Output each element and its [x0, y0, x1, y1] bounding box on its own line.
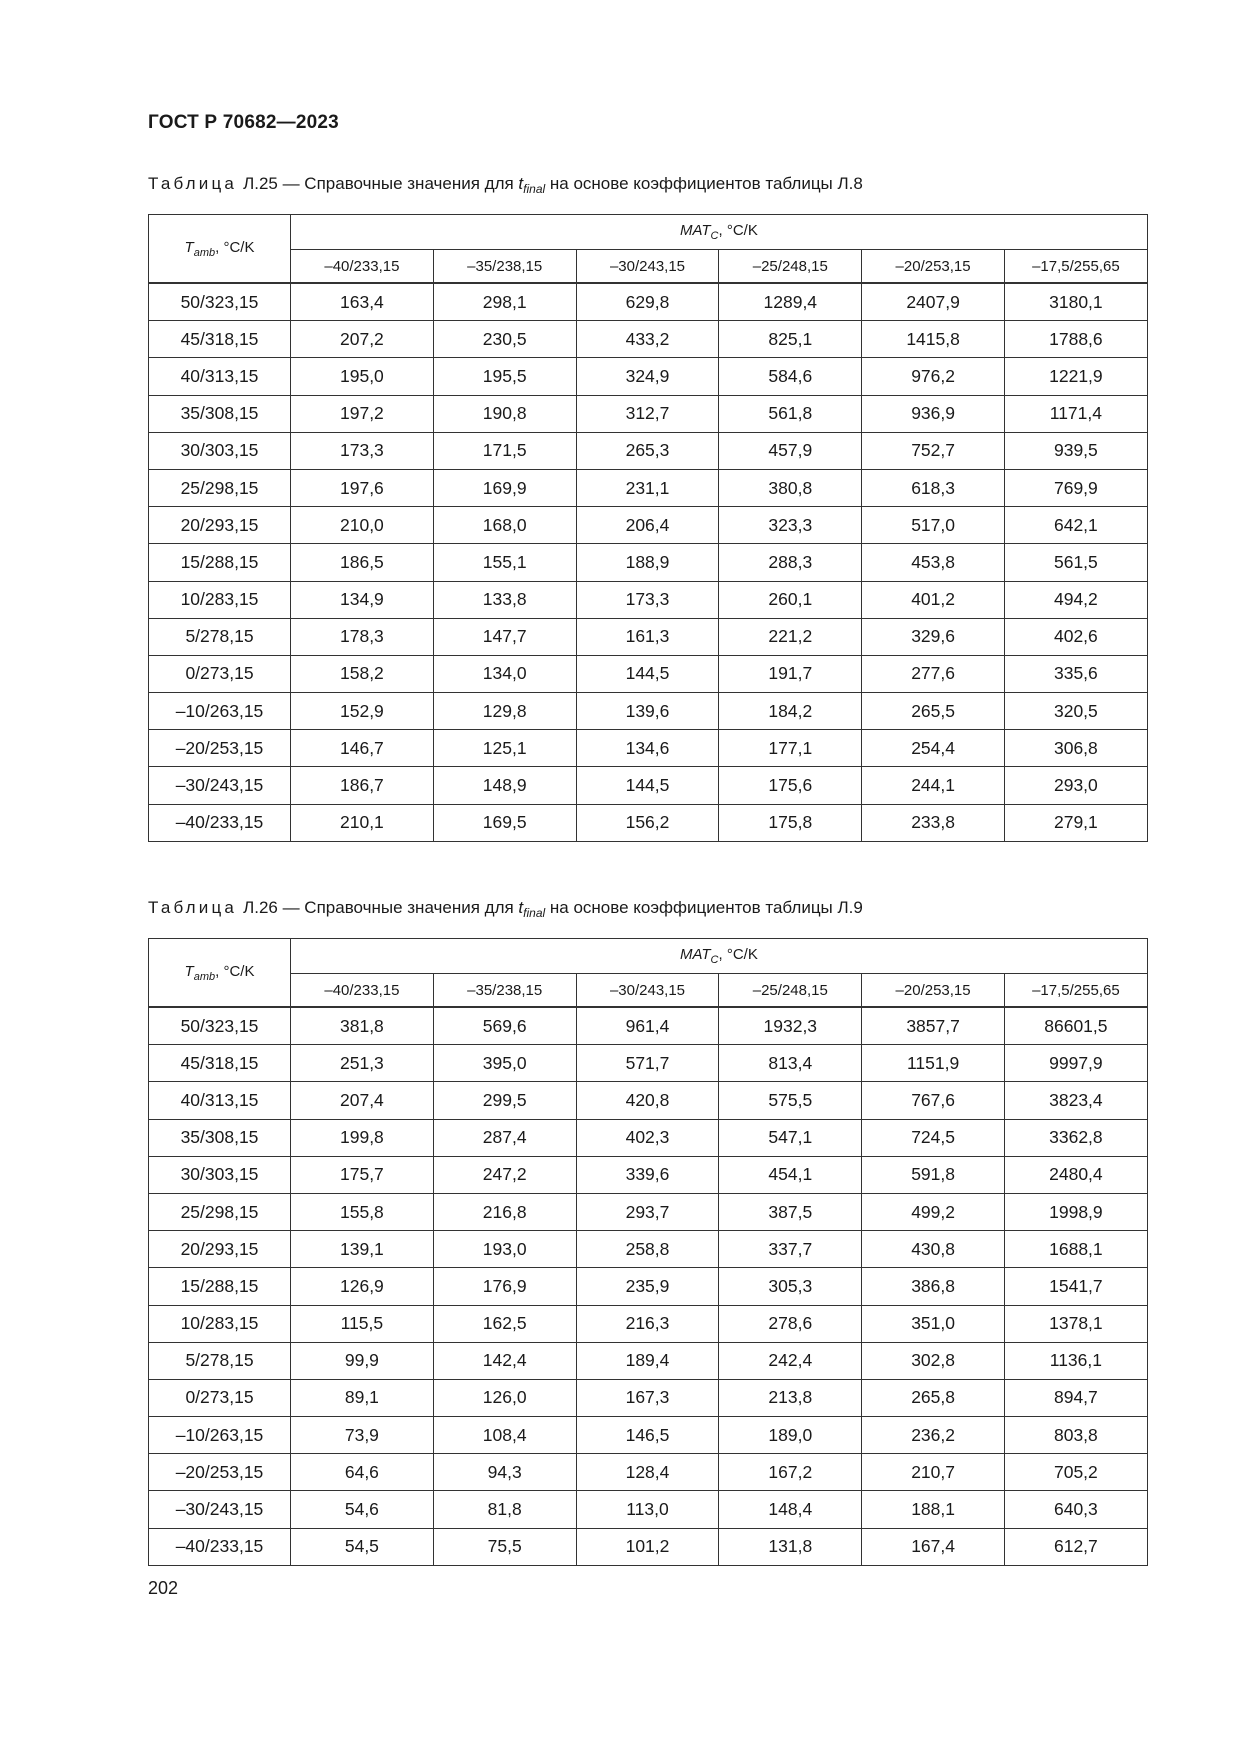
value-cell: 108,4: [433, 1417, 576, 1454]
column-header: –40/233,15: [291, 250, 434, 284]
value-cell: 381,8: [291, 1007, 434, 1045]
value-cell: 591,8: [862, 1156, 1005, 1193]
value-cell: 177,1: [719, 730, 862, 767]
value-cell: 199,8: [291, 1119, 434, 1156]
value-cell: 142,4: [433, 1342, 576, 1379]
value-cell: 190,8: [433, 395, 576, 432]
value-cell: 402,6: [1004, 618, 1147, 655]
value-cell: 547,1: [719, 1119, 862, 1156]
column-header: –40/233,15: [291, 974, 434, 1008]
table-row: [149, 358, 1148, 395]
value-cell: 386,8: [862, 1268, 1005, 1305]
value-cell: 3180,1: [1004, 283, 1147, 321]
value-cell: 134,6: [576, 730, 719, 767]
row-label-cell: –40/233,15: [149, 804, 291, 841]
row-label-cell: 10/283,15: [149, 581, 291, 618]
value-cell: 133,8: [433, 581, 576, 618]
value-cell: 148,9: [433, 767, 576, 804]
value-cell: 287,4: [433, 1119, 576, 1156]
value-cell: 561,5: [1004, 544, 1147, 581]
value-cell: 420,8: [576, 1082, 719, 1119]
table-row: [149, 469, 1148, 506]
table-body: [149, 1007, 1148, 1565]
caption-prefix: Таблица: [148, 898, 238, 917]
value-cell: 584,6: [719, 358, 862, 395]
table-row: [149, 1379, 1148, 1416]
value-cell: 210,1: [291, 804, 434, 841]
value-cell: 188,1: [862, 1491, 1005, 1528]
table-row: [149, 1045, 1148, 1082]
row-label-cell: 35/308,15: [149, 1119, 291, 1156]
value-cell: 293,7: [576, 1193, 719, 1230]
table-row: [149, 1231, 1148, 1268]
row-label-cell: 5/278,15: [149, 618, 291, 655]
value-cell: 167,2: [719, 1454, 862, 1491]
table-row: [149, 618, 1148, 655]
value-cell: 335,6: [1004, 655, 1147, 692]
value-cell: 155,8: [291, 1193, 434, 1230]
group-header-matc: $MAT_C$, °C/K: [291, 939, 1148, 974]
value-cell: 184,2: [719, 693, 862, 730]
group-header-matc: $MAT_C$, °C/K: [291, 215, 1148, 250]
value-cell: 1136,1: [1004, 1342, 1147, 1379]
value-cell: 139,1: [291, 1231, 434, 1268]
value-cell: 2407,9: [862, 283, 1005, 321]
value-cell: 75,5: [433, 1528, 576, 1565]
table-row: [149, 1119, 1148, 1156]
value-cell: 178,3: [291, 618, 434, 655]
value-cell: 279,1: [1004, 804, 1147, 841]
value-cell: 216,8: [433, 1193, 576, 1230]
value-cell: 139,6: [576, 693, 719, 730]
value-cell: 231,1: [576, 469, 719, 506]
value-cell: 803,8: [1004, 1417, 1147, 1454]
table-row: [149, 432, 1148, 469]
value-cell: 293,0: [1004, 767, 1147, 804]
row-label-cell: –10/263,15: [149, 693, 291, 730]
value-cell: 825,1: [719, 321, 862, 358]
value-cell: 230,5: [433, 321, 576, 358]
value-cell: 193,0: [433, 1231, 576, 1268]
value-cell: 337,7: [719, 1231, 862, 1268]
value-cell: 2480,4: [1004, 1156, 1147, 1193]
column-header: –17,5/255,65: [1004, 250, 1147, 284]
value-cell: 210,7: [862, 1454, 1005, 1491]
value-cell: 167,4: [862, 1528, 1005, 1565]
value-cell: 402,3: [576, 1119, 719, 1156]
row-label-cell: 45/318,15: [149, 321, 291, 358]
value-cell: 213,8: [719, 1379, 862, 1416]
table-caption-l25: [148, 174, 863, 196]
value-cell: 265,3: [576, 432, 719, 469]
table-row: [149, 1491, 1148, 1528]
value-cell: 3362,8: [1004, 1119, 1147, 1156]
caption-var: t: [518, 174, 524, 193]
column-header-row: [149, 974, 1148, 1008]
caption-prefix: Таблица: [148, 174, 238, 193]
row-label-cell: 50/323,15: [149, 1007, 291, 1045]
column-header: –30/243,15: [576, 250, 719, 284]
value-cell: 134,0: [433, 655, 576, 692]
value-cell: 769,9: [1004, 469, 1147, 506]
row-label-cell: 10/283,15: [149, 1305, 291, 1342]
table-row: [149, 1268, 1148, 1305]
row-label-cell: 45/318,15: [149, 1045, 291, 1082]
value-cell: 161,3: [576, 618, 719, 655]
value-cell: 89,1: [291, 1379, 434, 1416]
value-cell: 9997,9: [1004, 1045, 1147, 1082]
value-cell: 175,7: [291, 1156, 434, 1193]
value-cell: 235,9: [576, 1268, 719, 1305]
data-table-l25: [148, 214, 1148, 842]
value-cell: 210,0: [291, 507, 434, 544]
table-row: [149, 321, 1148, 358]
row-label-cell: 5/278,15: [149, 1342, 291, 1379]
column-header: –25/248,15: [719, 250, 862, 284]
value-cell: 186,5: [291, 544, 434, 581]
value-cell: 1415,8: [862, 321, 1005, 358]
value-cell: 517,0: [862, 507, 1005, 544]
row-label-cell: 50/323,15: [149, 283, 291, 321]
row-label-cell: 0/273,15: [149, 1379, 291, 1416]
table-row: [149, 1454, 1148, 1491]
value-cell: 320,5: [1004, 693, 1147, 730]
value-cell: 175,8: [719, 804, 862, 841]
value-cell: 147,7: [433, 618, 576, 655]
value-cell: 144,5: [576, 655, 719, 692]
value-cell: 265,5: [862, 693, 1005, 730]
caption-text-after: на основе коэффициентов таблицы Л.8: [545, 174, 863, 193]
value-cell: 894,7: [1004, 1379, 1147, 1416]
value-cell: 433,2: [576, 321, 719, 358]
row-label-cell: 30/303,15: [149, 1156, 291, 1193]
caption-text-before: — Справочные значения для: [277, 174, 519, 193]
value-cell: 724,5: [862, 1119, 1005, 1156]
value-cell: 258,8: [576, 1231, 719, 1268]
value-cell: 278,6: [719, 1305, 862, 1342]
value-cell: 1932,3: [719, 1007, 862, 1045]
value-cell: 976,2: [862, 358, 1005, 395]
value-cell: 767,6: [862, 1082, 1005, 1119]
value-cell: 306,8: [1004, 730, 1147, 767]
value-cell: 148,4: [719, 1491, 862, 1528]
value-cell: 73,9: [291, 1417, 434, 1454]
caption-text-after: на основе коэффициентов таблицы Л.9: [545, 898, 863, 917]
document-header: ГОСТ Р 70682—2023: [148, 112, 339, 133]
row-label-cell: 40/313,15: [149, 358, 291, 395]
column-header: –35/238,15: [433, 250, 576, 284]
value-cell: 1688,1: [1004, 1231, 1147, 1268]
value-cell: 186,7: [291, 767, 434, 804]
table-row: [149, 730, 1148, 767]
value-cell: 1541,7: [1004, 1268, 1147, 1305]
value-cell: 191,7: [719, 655, 862, 692]
table-row: [149, 1156, 1148, 1193]
value-cell: 395,0: [433, 1045, 576, 1082]
value-cell: 323,3: [719, 507, 862, 544]
caption-var-sub: final: [523, 906, 546, 920]
value-cell: 265,8: [862, 1379, 1005, 1416]
row-label-cell: 20/293,15: [149, 507, 291, 544]
value-cell: 129,8: [433, 693, 576, 730]
value-cell: 1151,9: [862, 1045, 1005, 1082]
value-cell: 173,3: [576, 581, 719, 618]
row-label-cell: –40/233,15: [149, 1528, 291, 1565]
value-cell: 171,5: [433, 432, 576, 469]
value-cell: 244,1: [862, 767, 1005, 804]
value-cell: 302,8: [862, 1342, 1005, 1379]
value-cell: 221,2: [719, 618, 862, 655]
value-cell: 351,0: [862, 1305, 1005, 1342]
column-header: –30/243,15: [576, 974, 719, 1008]
value-cell: 115,5: [291, 1305, 434, 1342]
table-row: [149, 395, 1148, 432]
value-cell: 206,4: [576, 507, 719, 544]
value-cell: 387,5: [719, 1193, 862, 1230]
value-cell: 329,6: [862, 618, 1005, 655]
value-cell: 168,0: [433, 507, 576, 544]
table-row: [149, 1305, 1148, 1342]
table-row: [149, 1082, 1148, 1119]
value-cell: 277,6: [862, 655, 1005, 692]
value-cell: 939,5: [1004, 432, 1147, 469]
value-cell: 155,1: [433, 544, 576, 581]
value-cell: 499,2: [862, 1193, 1005, 1230]
value-cell: 3823,4: [1004, 1082, 1147, 1119]
caption-number: Л.25: [243, 174, 278, 193]
value-cell: 207,2: [291, 321, 434, 358]
value-cell: 457,9: [719, 432, 862, 469]
value-cell: 197,6: [291, 469, 434, 506]
value-cell: 618,3: [862, 469, 1005, 506]
value-cell: 236,2: [862, 1417, 1005, 1454]
value-cell: 195,0: [291, 358, 434, 395]
row-label-cell: 0/273,15: [149, 655, 291, 692]
value-cell: 197,2: [291, 395, 434, 432]
value-cell: 54,6: [291, 1491, 434, 1528]
value-cell: 1788,6: [1004, 321, 1147, 358]
value-cell: 188,9: [576, 544, 719, 581]
value-cell: 233,8: [862, 804, 1005, 841]
row-label-cell: 15/288,15: [149, 1268, 291, 1305]
value-cell: 86601,5: [1004, 1007, 1147, 1045]
value-cell: 242,4: [719, 1342, 862, 1379]
value-cell: 54,5: [291, 1528, 434, 1565]
value-cell: 81,8: [433, 1491, 576, 1528]
data-table-l26: [148, 938, 1148, 1566]
row-label-cell: 25/298,15: [149, 469, 291, 506]
table-row: [149, 1528, 1148, 1565]
table-caption-l26: [148, 898, 863, 920]
value-cell: 642,1: [1004, 507, 1147, 544]
value-cell: 189,4: [576, 1342, 719, 1379]
value-cell: 640,3: [1004, 1491, 1147, 1528]
column-header-row: [149, 250, 1148, 284]
row-label-cell: 15/288,15: [149, 544, 291, 581]
row-label-cell: 35/308,15: [149, 395, 291, 432]
row-header-tamb: $T_{amb}$, °C/K: [149, 939, 291, 1008]
row-label-cell: 20/293,15: [149, 1231, 291, 1268]
value-cell: 254,4: [862, 730, 1005, 767]
table-row: [149, 1417, 1148, 1454]
value-cell: 167,3: [576, 1379, 719, 1416]
value-cell: 64,6: [291, 1454, 434, 1491]
value-cell: 339,6: [576, 1156, 719, 1193]
value-cell: 813,4: [719, 1045, 862, 1082]
column-header: –25/248,15: [719, 974, 862, 1008]
table-row: [149, 804, 1148, 841]
value-cell: 1171,4: [1004, 395, 1147, 432]
value-cell: 173,3: [291, 432, 434, 469]
value-cell: 169,5: [433, 804, 576, 841]
value-cell: 216,3: [576, 1305, 719, 1342]
value-cell: 189,0: [719, 1417, 862, 1454]
column-header: –35/238,15: [433, 974, 576, 1008]
value-cell: 131,8: [719, 1528, 862, 1565]
value-cell: 430,8: [862, 1231, 1005, 1268]
value-cell: 195,5: [433, 358, 576, 395]
value-cell: 298,1: [433, 283, 576, 321]
table-row: [149, 507, 1148, 544]
value-cell: 1289,4: [719, 283, 862, 321]
value-cell: 288,3: [719, 544, 862, 581]
value-cell: 571,7: [576, 1045, 719, 1082]
value-cell: 251,3: [291, 1045, 434, 1082]
value-cell: 126,0: [433, 1379, 576, 1416]
column-header: –20/253,15: [862, 974, 1005, 1008]
value-cell: 126,9: [291, 1268, 434, 1305]
value-cell: 961,4: [576, 1007, 719, 1045]
value-cell: 125,1: [433, 730, 576, 767]
value-cell: 146,7: [291, 730, 434, 767]
value-cell: 260,1: [719, 581, 862, 618]
value-cell: 752,7: [862, 432, 1005, 469]
row-label-cell: –30/243,15: [149, 767, 291, 804]
value-cell: 936,9: [862, 395, 1005, 432]
value-cell: 453,8: [862, 544, 1005, 581]
value-cell: 569,6: [433, 1007, 576, 1045]
table-row: [149, 767, 1148, 804]
value-cell: 629,8: [576, 283, 719, 321]
row-header-tamb: $T_{amb}$, °C/K: [149, 215, 291, 284]
value-cell: 1998,9: [1004, 1193, 1147, 1230]
value-cell: 1378,1: [1004, 1305, 1147, 1342]
value-cell: 324,9: [576, 358, 719, 395]
value-cell: 113,0: [576, 1491, 719, 1528]
table-row: [149, 1342, 1148, 1379]
caption-var: t: [518, 898, 524, 917]
value-cell: 312,7: [576, 395, 719, 432]
value-cell: 169,9: [433, 469, 576, 506]
value-cell: 146,5: [576, 1417, 719, 1454]
row-label-cell: 40/313,15: [149, 1082, 291, 1119]
value-cell: 144,5: [576, 767, 719, 804]
value-cell: 247,2: [433, 1156, 576, 1193]
row-label-cell: –30/243,15: [149, 1491, 291, 1528]
value-cell: 575,5: [719, 1082, 862, 1119]
caption-number: Л.26: [243, 898, 278, 917]
table-row: [149, 655, 1148, 692]
value-cell: 1221,9: [1004, 358, 1147, 395]
table-row: [149, 1007, 1148, 1045]
row-label-cell: –20/253,15: [149, 1454, 291, 1491]
value-cell: 101,2: [576, 1528, 719, 1565]
value-cell: 494,2: [1004, 581, 1147, 618]
value-cell: 99,9: [291, 1342, 434, 1379]
value-cell: 158,2: [291, 655, 434, 692]
caption-var-sub: final: [523, 182, 546, 196]
value-cell: 454,1: [719, 1156, 862, 1193]
value-cell: 3857,7: [862, 1007, 1005, 1045]
value-cell: 156,2: [576, 804, 719, 841]
value-cell: 162,5: [433, 1305, 576, 1342]
value-cell: 176,9: [433, 1268, 576, 1305]
row-label-cell: –10/263,15: [149, 1417, 291, 1454]
value-cell: 380,8: [719, 469, 862, 506]
value-cell: 134,9: [291, 581, 434, 618]
value-cell: 94,3: [433, 1454, 576, 1491]
table-row: [149, 1193, 1148, 1230]
value-cell: 305,3: [719, 1268, 862, 1305]
caption-text-before: — Справочные значения для: [277, 898, 519, 917]
value-cell: 612,7: [1004, 1528, 1147, 1565]
table-row: [149, 283, 1148, 321]
table-row: [149, 581, 1148, 618]
page-number: 202: [148, 1578, 179, 1598]
value-cell: 401,2: [862, 581, 1005, 618]
row-label-cell: –20/253,15: [149, 730, 291, 767]
value-cell: 561,8: [719, 395, 862, 432]
row-label-cell: 30/303,15: [149, 432, 291, 469]
value-cell: 163,4: [291, 283, 434, 321]
value-cell: 152,9: [291, 693, 434, 730]
value-cell: 207,4: [291, 1082, 434, 1119]
value-cell: 128,4: [576, 1454, 719, 1491]
value-cell: 705,2: [1004, 1454, 1147, 1491]
table-row: [149, 693, 1148, 730]
row-label-cell: 25/298,15: [149, 1193, 291, 1230]
value-cell: 299,5: [433, 1082, 576, 1119]
table-body: [149, 283, 1148, 841]
table-row: [149, 544, 1148, 581]
value-cell: 175,6: [719, 767, 862, 804]
column-header: –20/253,15: [862, 250, 1005, 284]
column-header: –17,5/255,65: [1004, 974, 1147, 1008]
